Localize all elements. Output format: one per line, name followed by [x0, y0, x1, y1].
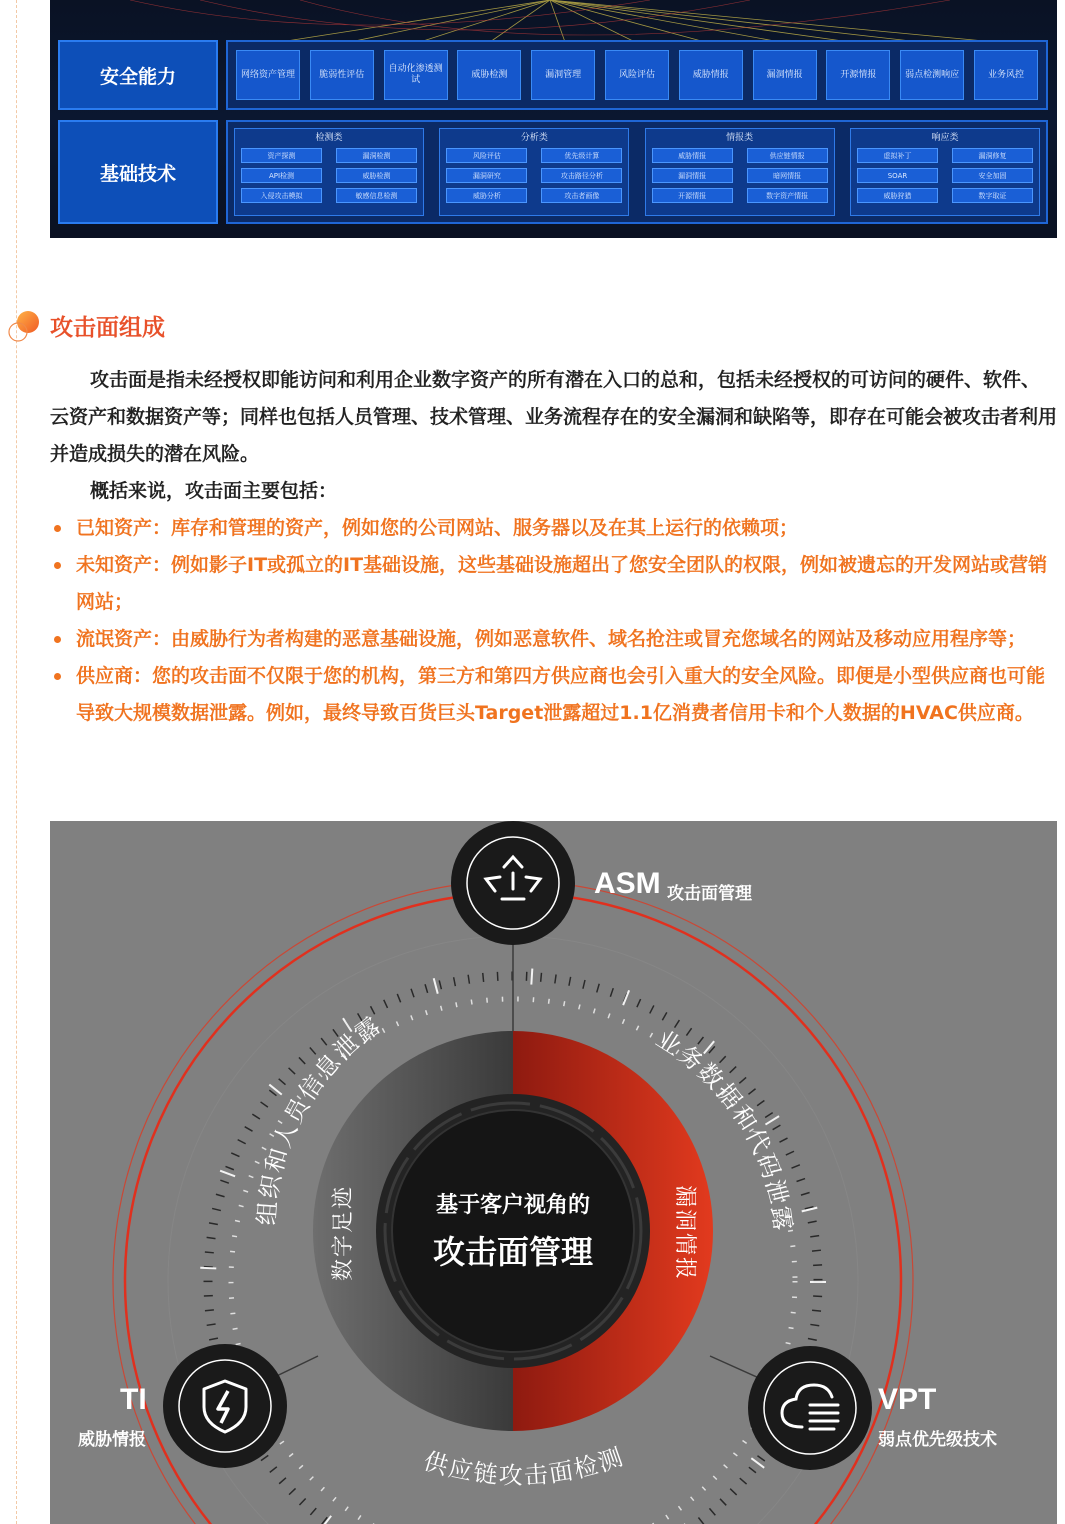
vpt-node	[748, 1346, 872, 1470]
ti-node-subtitle: 威胁情报	[78, 1430, 146, 1450]
capability-item: 漏洞情报	[753, 50, 817, 100]
architecture-figure	[50, 0, 1057, 238]
capability-item: 威胁检测	[457, 50, 521, 100]
list-item: 未知资产：例如影子IT或孤立的IT基础设施，这些基础设施超出了您安全团队的权限，例如被遗忘的开发网站或营销网站；	[50, 547, 1057, 621]
list-item: 供应商：您的攻击面不仅限于您的机构，第三方和第四方供应商也会引入重大的安全风险。即便是小型供应商也可能导致大规模数据泄露。例如，最终导致百货巨头Target泄露超过1.1亿消费者信用卡和个人数据的HVAC供应商。	[50, 658, 1057, 732]
tech-group-intel	[645, 128, 835, 216]
circle-decoration-icon	[6, 306, 46, 346]
tech-cell: API检测	[241, 168, 322, 183]
connector-lines	[50, 0, 1057, 44]
tech-cell: 风险评估	[446, 148, 527, 163]
left-dashed-rule	[16, 0, 17, 1524]
tech-cell: 虚拟补丁	[857, 148, 938, 163]
list-item: 流氓资产：由威胁行为者构建的恶意基础设施，例如恶意软件、域名抢注或冒充您域名的网站及移动应用程序等；	[50, 621, 1057, 658]
tech-row-label: 基础技术	[58, 120, 218, 224]
tech-group-analysis	[439, 128, 629, 216]
tech-cell: 供应链情报	[747, 148, 828, 163]
summary-paragraph: 概括来说，攻击面主要包括：	[90, 480, 338, 502]
inner-right-label: 漏洞情报	[672, 1184, 697, 1282]
capability-item: 业务风控	[974, 50, 1038, 100]
tech-group-response	[850, 128, 1040, 216]
capability-item: 开源情报	[826, 50, 890, 100]
tech-cell: 威胁检测	[336, 168, 417, 183]
capability-item: 风险评估	[605, 50, 669, 100]
section-title: 攻击面组成	[50, 315, 165, 341]
ti-node-title: TI	[120, 1383, 147, 1416]
vpt-node-subtitle: 弱点优先级技术	[878, 1430, 997, 1450]
tech-cell: 威胁情报	[652, 148, 733, 163]
capability-item: 威胁情报	[679, 50, 743, 100]
asm-diagram	[50, 821, 1057, 1524]
tech-group-detect	[234, 128, 424, 216]
center-title: 攻击面管理	[432, 1233, 593, 1271]
bullet-dot-icon	[54, 562, 61, 569]
tech-group-title: 情报类	[726, 133, 754, 143]
bullet-dot-icon	[54, 636, 61, 643]
capability-row-label: 安全能力	[58, 40, 218, 110]
tech-group-title: 检测类	[315, 133, 343, 143]
tech-cell: 漏洞检测	[336, 148, 417, 163]
tech-cell: 攻击路径分析	[541, 168, 622, 183]
section-heading	[6, 306, 406, 346]
asm-node-subtitle: 攻击面管理	[667, 884, 752, 904]
ti-node	[163, 1344, 287, 1468]
tech-cell: 威胁分析	[446, 188, 527, 203]
center-subtitle: 基于客户视角的	[435, 1193, 590, 1218]
arc-bottom-label: 供应链攻击面检测	[420, 1442, 628, 1490]
tech-cell: 安全加固	[952, 168, 1033, 183]
capability-row	[58, 40, 1048, 110]
capability-panel	[226, 40, 1048, 110]
tech-group-title: 分析类	[520, 133, 548, 143]
tech-cell: 攻击者画像	[541, 188, 622, 203]
tech-cell: 漏洞研究	[446, 168, 527, 183]
capability-item: 脆弱性评估	[310, 50, 374, 100]
tech-cell: 开源情报	[652, 188, 733, 203]
asm-diagram-graphic	[50, 821, 1057, 1524]
tech-cell: 暗网情报	[747, 168, 828, 183]
capability-item: 弱点检测响应	[900, 50, 964, 100]
asm-node-title: ASM	[594, 867, 661, 900]
bullet-dot-icon	[54, 525, 61, 532]
tech-cell: SOAR	[857, 168, 938, 183]
intro-paragraph: 攻击面是指未经授权即能访问和利用企业数字资产的所有潜在入口的总和，包括未经授权的可访问的硬件、软件、云资产和数据资产等；同样也包括人员管理、技术管理、业务流程存在的安全漏洞和缺陷等，即存在可能会被攻击者利用并造成损失的潜在风险。	[50, 369, 1058, 465]
tech-cell: 入侵攻击模拟	[241, 188, 322, 203]
capability-item: 网络资产管理	[236, 50, 300, 100]
bullet-dot-icon	[54, 673, 61, 680]
bullet-list	[50, 510, 1057, 732]
tech-panel	[226, 120, 1048, 224]
arc-left-label: 组织和人员信息泄露	[252, 1010, 387, 1227]
inner-left-label: 数字足迹	[331, 1184, 356, 1282]
tech-cell: 数字取证	[952, 188, 1033, 203]
vpt-node-title: VPT	[878, 1383, 937, 1416]
tech-cell: 漏洞修复	[952, 148, 1033, 163]
tech-cell: 优先级计算	[541, 148, 622, 163]
capability-item: 漏洞管理	[531, 50, 595, 100]
tech-group-title: 响应类	[931, 133, 959, 143]
arc-right-label: 业务数据和代码泄露	[651, 1024, 798, 1234]
list-item: 已知资产：库存和管理的资产，例如您的公司网站、服务器以及在其上运行的依赖项；	[50, 510, 1057, 547]
tech-row	[58, 120, 1048, 224]
tech-cell: 资产探测	[241, 148, 322, 163]
tech-cell: 敏感信息检测	[336, 188, 417, 203]
tech-cell: 漏洞情报	[652, 168, 733, 183]
capability-item: 自动化渗透测试	[384, 50, 448, 100]
tech-cell: 数字资产情报	[747, 188, 828, 203]
tech-cell: 威胁狩猎	[857, 188, 938, 203]
